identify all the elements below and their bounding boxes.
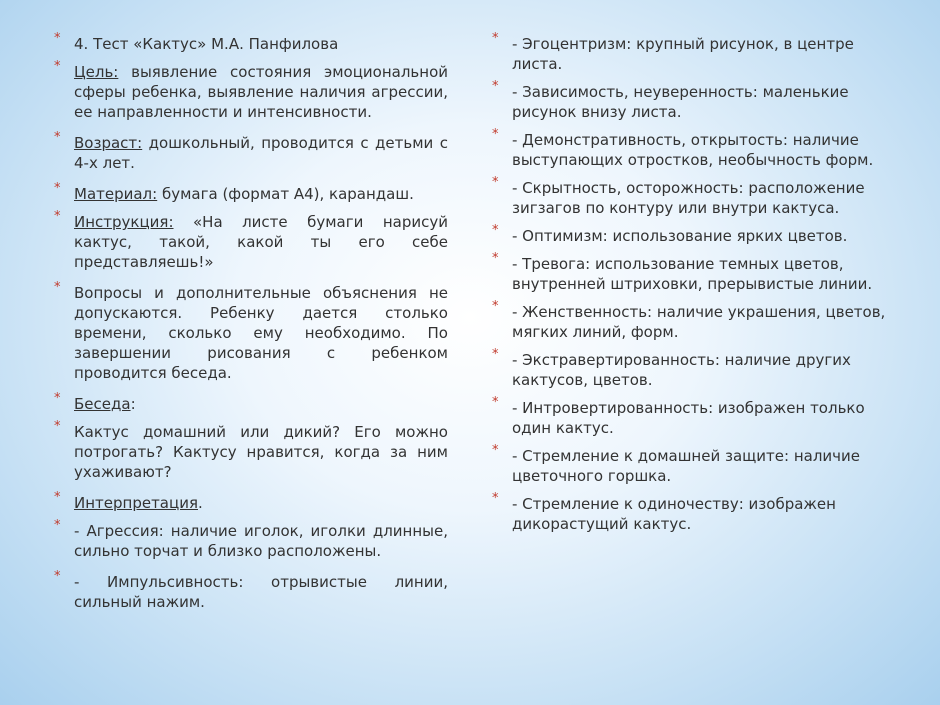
age-text: дошкольный, проводится с детьми с 4-х лет. [74, 134, 448, 172]
list-item: * - Демонстративность, открытость: наличие выступающих отростков, необычность форм. [492, 127, 874, 169]
list-item: * - Экстравертированность: наличие других кактусов, цветов. [492, 347, 851, 389]
list-item: * - Оптимизм: использование ярких цветов. [492, 223, 848, 245]
list-item: * - Женственность: наличие украшения, цветов, мягких линий, форм. [492, 299, 886, 341]
age-item [52, 130, 448, 173]
bullet-star-icon: * [54, 419, 61, 434]
conversation-text: Кактус домашний или дикий? Его можно потрогать? Кактусу нравится, когда за ним ухаживают? [74, 423, 448, 481]
bullet-star-icon: * [54, 490, 61, 505]
bullet-star-icon: * [54, 59, 61, 74]
instruction-label: Инструкция: [74, 213, 174, 231]
list-item: * - Тревога: использование темных цветов, внутренней штриховки, прерывистые линии. [492, 251, 873, 293]
conversation-text-item [52, 419, 448, 482]
material-item [52, 181, 448, 204]
list-item: * - Стремление к домашней защите: наличие цветочного горшка. [492, 443, 860, 485]
aggression-item [52, 518, 448, 561]
bullet-star-icon: * [54, 181, 61, 196]
instruction-text: «На листе бумаги нарисуй кактус, такой, какой ты его себе представляешь!» [74, 213, 448, 271]
bullet-star-icon: * [492, 175, 499, 190]
goal-text: выявление состояния эмоциональной сферы ребенка, выявление наличия агрессии, ее направленности и интенсивности. [74, 63, 448, 121]
test-title: * 4. Тест «Кактус» М.А. Панфилова [54, 31, 339, 53]
bullet-star-icon: * [54, 31, 61, 46]
bullet-star-icon: * [492, 223, 499, 238]
interpretation-item: * Интерпретация. [54, 490, 203, 512]
conversation-label: Беседа [74, 395, 131, 413]
questions-item [52, 280, 448, 383]
list-item: * - Интровертированность: изображен только один кактус. [492, 395, 865, 437]
list-item: * - Скрытность, осторожность: расположение зигзагов по контуру или внутри кактуса. [492, 175, 865, 217]
list-item: * - Эгоцентризм: крупный рисунок, в центре листа. [492, 31, 854, 73]
right-column [490, 31, 890, 542]
impulsivity-text: - Импульсивность: отрывистые линии, сильный нажим. [74, 573, 448, 611]
conversation-item: * Беседа: [54, 391, 136, 413]
bullet-star-icon: * [54, 518, 61, 533]
bullet-star-icon: * [54, 391, 61, 406]
list-item: * - Зависимость, неуверенность: маленькие рисунок внизу листа. [492, 79, 849, 121]
questions-text: Вопросы и дополнительные объяснения не допускаются. Ребенку дается столько времени, сколько ему необходимо. По завершении рисования с ребенком проводится беседа. [74, 284, 448, 382]
bullet-star-icon: * [492, 31, 499, 46]
bullet-star-icon: * [492, 299, 499, 314]
bullet-star-icon: * [54, 569, 61, 584]
bullet-star-icon: * [54, 130, 61, 145]
material-text: бумага (формат А4), карандаш. [157, 185, 414, 203]
bullet-star-icon: * [492, 395, 499, 410]
goal-item [52, 59, 448, 122]
list-item: * - Стремление к одиночеству: изображен дикорастущий кактус. [492, 491, 836, 533]
age-label: Возраст: [74, 134, 143, 152]
goal-label: Цель: [74, 63, 119, 81]
interpretation-label: Интерпретация [74, 494, 198, 512]
material-label: Материал: [74, 185, 158, 203]
bullet-star-icon: * [492, 251, 499, 266]
bullet-star-icon: * [492, 443, 499, 458]
bullet-star-icon: * [54, 280, 61, 295]
aggression-text: - Агрессия: наличие иголок, иголки длинные, сильно торчат и близко расположены. [74, 522, 448, 560]
bullet-star-icon: * [492, 491, 499, 506]
bullet-star-icon: * [54, 209, 61, 224]
impulsivity-item [52, 569, 448, 612]
bullet-star-icon: * [492, 347, 499, 362]
left-column [52, 31, 448, 623]
bullet-star-icon: * [492, 127, 499, 142]
bullet-star-icon: * [492, 79, 499, 94]
instruction-item [52, 209, 448, 272]
